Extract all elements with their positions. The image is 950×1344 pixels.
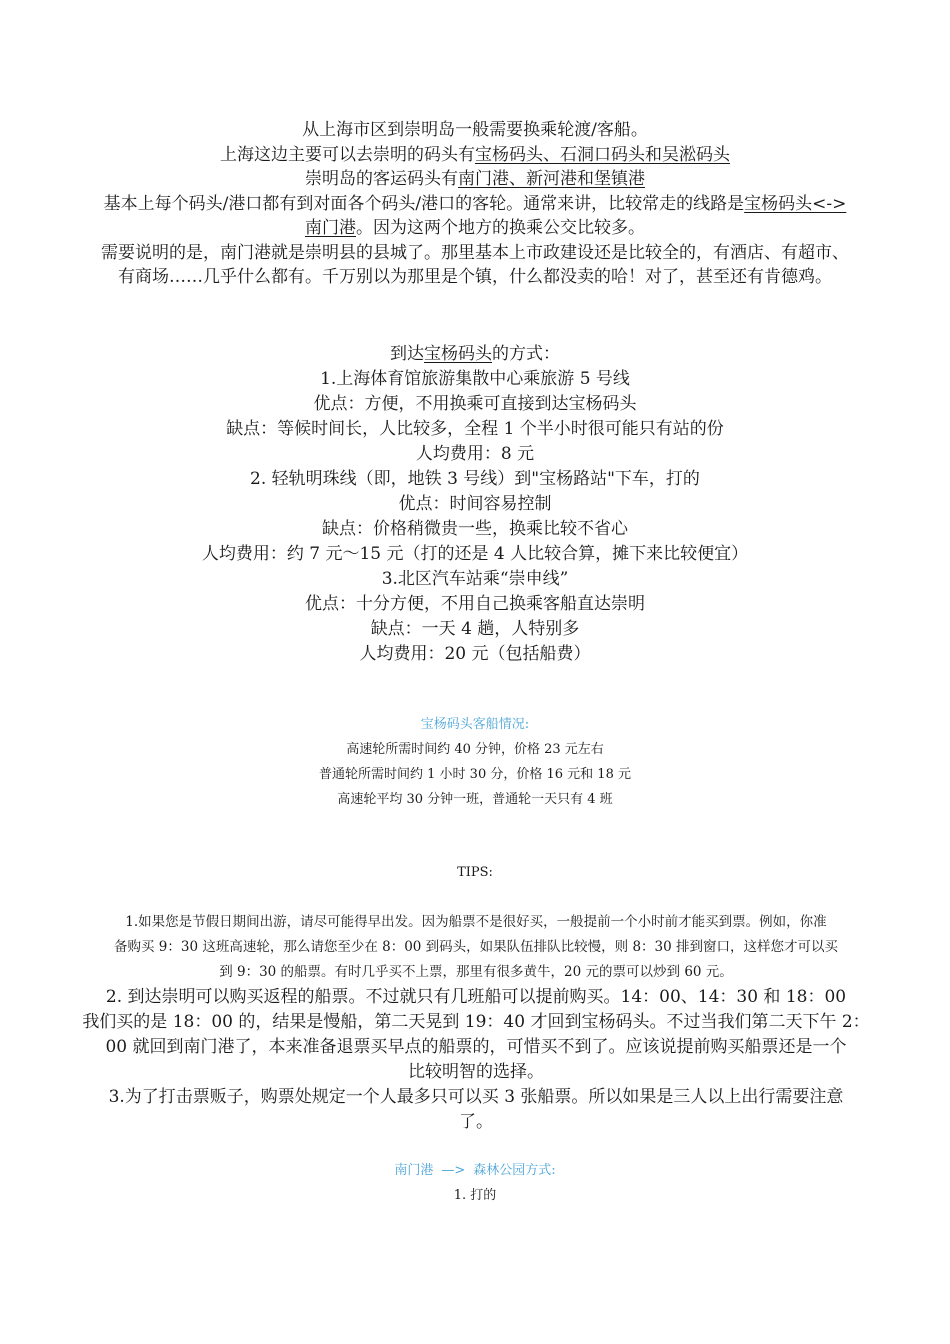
intro-line-3 xyxy=(0,167,950,192)
routes-heading-suffix: 的方式： xyxy=(492,344,560,364)
nanmen-port-link: 南门港 xyxy=(305,218,356,238)
intro-line-7: 有商场……几乎什么都有。千万别以为那里是个镇，什么都没卖的哈！对了，甚至还有肯德鸡。 xyxy=(118,267,832,287)
forest-section xyxy=(0,1158,950,1208)
tip2-line: 2. 到达崇明可以购买返程的船票。不过就只有几班船可以提前购买。14：00、14：30 和 18：00 xyxy=(105,987,847,1007)
tip2-line: 我们买的是 18：00 的，结果是慢船，第二天晃到 19：40 才回到宝杨码头。不过当我们第二天下午 2： xyxy=(82,1012,870,1032)
route-line: 3.北区汽车站乘“崇申线” xyxy=(381,569,569,589)
ferry-line: 高速轮平均 30 分钟一班，普通轮一天只有 4 班 xyxy=(337,792,613,807)
route-line: 缺点：等候时间长，人比较多，全程 1 个半小时很可能只有站的份 xyxy=(226,419,724,439)
intro-line-4-text: 基本上每个码头/港口都有到对面各个码头/港口的客轮。通常来讲，比较常走的线路是 xyxy=(103,193,745,214)
route-line: 优点：方便，不用换乘可直接到达宝杨码头 xyxy=(313,394,637,414)
ferry-line: 高速轮所需时间约 40 分钟，价格 23 元左右 xyxy=(346,742,604,757)
forest-heading-from: 南门港 xyxy=(394,1163,434,1178)
route-line: 人均费用：约 7 元～15 元（打的还是 4 人比较合算，摊下来比较便宜） xyxy=(201,544,749,564)
tips-heading-block xyxy=(0,860,950,885)
routes-section xyxy=(0,342,950,667)
route-line: 缺点：价格稍微贵一些，换乘比较不省心 xyxy=(322,519,628,539)
route-line: 人均费用：8 元 xyxy=(415,444,535,464)
route-line: 缺点：一天 4 趟，人特别多 xyxy=(370,619,580,639)
arrow-icon: —> xyxy=(441,1163,466,1178)
tip3-line: 3.为了打击票贩子，购票处规定一个人最多只可以买 3 张船票。所以如果是三人以上出行需要注意 xyxy=(108,1087,844,1107)
shanghai-ports-link: 宝杨码头、石洞口码头和吴淞码头 xyxy=(475,144,730,165)
route-line: 人均费用：20 元（包括船费） xyxy=(359,644,591,664)
route-line: 优点：十分方便，不用自己换乘客船直达崇明 xyxy=(305,594,645,614)
route-line: 2. 轻轨明珠线（即，地铁 3 号线）到"宝杨路站"下车，打的 xyxy=(250,469,700,489)
tip3-line: 了。 xyxy=(459,1112,493,1132)
tip2-line: 00 就回到南门港了，本来准备退票买早点的船票的，可惜买不到了。应该说提前购买船票还是一个 xyxy=(105,1037,847,1057)
intro-section xyxy=(0,118,950,290)
route-line: 优点：时间容易控制 xyxy=(398,494,552,514)
tips-heading: TIPS: xyxy=(457,865,493,880)
route-line: 1.上海体育馆旅游集散中心乘旅游 5 号线 xyxy=(320,369,630,389)
intro-line-1: 从上海市区到崇明岛一般需要换乘轮渡/客船。 xyxy=(302,120,648,140)
baoyang-pier-link: 宝杨码头 xyxy=(424,344,492,364)
intro-line-5-text: 。因为这两个地方的换乘公交比较多。 xyxy=(356,218,645,238)
intro-line-2 xyxy=(0,143,950,168)
forest-heading-to: 森林公园方式: xyxy=(473,1163,556,1178)
intro-line-3-text: 崇明岛的客运码头有 xyxy=(305,169,458,189)
tips-section xyxy=(58,910,894,1135)
ferry-heading: 宝杨码头客船情况: xyxy=(420,717,530,732)
routes-heading-prefix: 到达 xyxy=(390,344,424,364)
intro-line-4 xyxy=(0,192,950,217)
intro-line-2-text: 上海这边主要可以去崇明的码头有 xyxy=(220,144,475,165)
route-baoyang-link: 宝杨码头<-> xyxy=(744,193,847,214)
ferry-line: 普通轮所需时间约 1 小时 30 分，价格 16 元和 18 元 xyxy=(319,767,631,782)
tip1-line: 1.如果您是节假日期间出游，请尽可能得早出发。因为船票不是很好买，一般提前一个小时前才能买到票。例如，你准 xyxy=(125,914,827,930)
intro-line-5 xyxy=(0,216,950,241)
tip2-line: 比较明智的选择。 xyxy=(408,1062,544,1082)
forest-item: 1. 打的 xyxy=(453,1188,497,1203)
chongming-ports-link: 南门港、新河港和堡镇港 xyxy=(458,169,645,189)
routes-heading xyxy=(0,342,950,367)
tip1-line: 备购买 9：30 这班高速轮，那么请您至少在 8：00 到码头，如果队伍排队比较慢，则 8：30 排到窗口，这样您才可以买 xyxy=(113,939,839,955)
forest-heading xyxy=(0,1158,950,1183)
ferry-section xyxy=(0,712,950,812)
tip1-line: 到 9：30 的船票。有时几乎买不上票，那里有很多黄牛，20 元的票可以炒到 60 元。 xyxy=(219,964,733,980)
intro-line-6: 需要说明的是，南门港就是崇明县的县城了。那里基本上市政建设还是比较全的，有酒店、有超市、 xyxy=(101,242,849,263)
